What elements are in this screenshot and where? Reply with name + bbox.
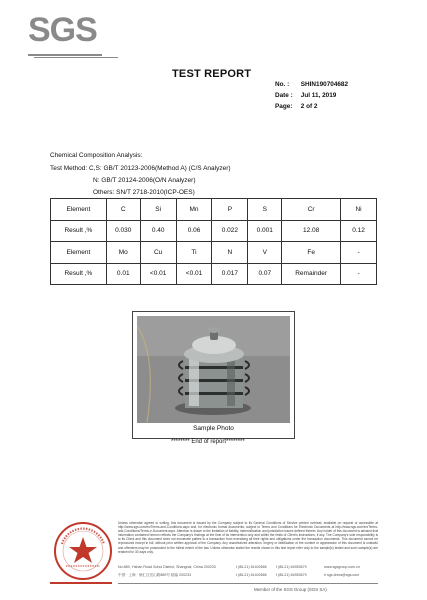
table-cell: 0.030: [106, 220, 140, 242]
report-page-label: Page:: [275, 103, 293, 110]
table-cell: Ni: [341, 199, 377, 221]
sample-photo: [137, 316, 290, 423]
end-of-report: ******** End of report********: [171, 439, 245, 445]
table-cell: N: [212, 242, 248, 264]
table-cell: 0.07: [248, 263, 282, 285]
report-title: TEST REPORT: [172, 68, 252, 80]
table-cell: Mn: [176, 199, 212, 221]
logo-underline: [28, 54, 102, 56]
table-cell: 0.001: [248, 220, 282, 242]
sgs-logo-text: SGS: [28, 11, 97, 49]
logo-underline-2: [34, 57, 118, 58]
table-cell: S: [248, 199, 282, 221]
table-cell: 0.40: [140, 220, 176, 242]
footer-fax-en: f (86-21) 64953679: [276, 565, 307, 569]
footer-address-cn-row: [118, 573, 388, 578]
footer-web: www.sgsgroup.com.cn: [324, 565, 360, 569]
table-cell: 12.08: [282, 220, 341, 242]
sgs-logo: [28, 10, 114, 54]
footer-address-en-row: [118, 565, 388, 569]
table-cell: Remainder: [282, 263, 341, 285]
report-page: 2 of 2: [300, 103, 318, 110]
report-date-row: [275, 92, 336, 99]
table-cell: <0.01: [140, 263, 176, 285]
legal-disclaimer: Unless otherwise agreed in writing, this document is issued by the Company subject to its General Conditions of Service printed overleaf, available on request or accessible at http://www.sgs.com/en/Terms-and-Conditions.aspx and, for electronic format documents, subject to Terms and Conditions for Electronic Documents at http://www.sgs.com/en/Terms-and-Conditions/Terms-e-Document.aspx. Attention is drawn to the limitation of liability, indemnification and jurisdiction issues defined therein. Any holder of this document is advised that information contained hereon reflects the Company's findings at the time of its intervention only and within the limits of Client's instructions, if any. The Company's sole responsibility is to its Client and this document does not exonerate parties to a transaction from exercising all their rights and obligations under the transaction documents. This document cannot be reproduced except in full, without prior written approval of the Company. Any unauthorized alteration, forgery or falsification of the content or appearance of this document is unlawful and offenders may be prosecuted to the fullest extent of the law. Unless otherwise stated the results shown in this test report refer only to the sample(s) tested and such sample(s) are retained for 30 days only.: [118, 521, 378, 554]
footer-fax-cn: f (86-21) 64953679: [276, 573, 307, 577]
row-label-cell: Element: [51, 199, 107, 221]
table-cell: 0.01: [106, 263, 140, 285]
table-cell: Fe: [282, 242, 341, 264]
table-cell: Cu: [140, 242, 176, 264]
red-stamp-icon: [52, 520, 114, 582]
report-number-row: [275, 81, 348, 88]
table-cell: P: [212, 199, 248, 221]
table-cell: -: [341, 263, 377, 285]
test-method-line-3: Others: SN/T 2718-2010(ICP-OES): [93, 189, 195, 196]
footer-divider: [118, 583, 378, 584]
table-cell: Cr: [282, 199, 341, 221]
seal-underline: [50, 582, 112, 584]
report-number-label: No. :: [275, 81, 290, 88]
table-cell: Ti: [176, 242, 212, 264]
sample-photo-box: [132, 311, 295, 439]
composition-table: [50, 198, 377, 285]
report-date: Jul 11, 2019: [300, 92, 337, 99]
sgs-member-note: Member of the SGS Group (SGS SA): [254, 587, 327, 592]
sample-photo-caption: Sample Photo: [193, 425, 234, 432]
table-row: [51, 199, 377, 221]
analysis-heading: Chemical Composition Analysis:: [50, 152, 143, 159]
test-method-line-2: N: GB/T 20124-2006(O/N Analyzer): [93, 177, 196, 184]
table-cell: <0.01: [176, 263, 212, 285]
footer-email: e sgs.china@sgs.com: [324, 573, 360, 577]
test-method-line-1: Test Method: C,S: GB/T 20123-2006(Method A) (C/S Analyzer): [50, 165, 231, 172]
table-cell: 0.017: [212, 263, 248, 285]
steamer-pot-image: [137, 316, 290, 423]
report-page-row: [275, 103, 317, 110]
footer-address-cn: 中国 · 上海 · 徐汇区宜山路889号 邮编 200233: [118, 573, 192, 577]
table-cell: V: [248, 242, 282, 264]
row-label-cell: Element: [51, 242, 107, 264]
row-label-cell: Result ,%: [51, 220, 107, 242]
table-row: [51, 263, 377, 285]
report-number: SHIN190704682: [300, 81, 349, 88]
footer-phone-en: t (86-21) 61402666: [236, 565, 267, 569]
row-label-cell: Result ,%: [51, 263, 107, 285]
footer-address-en: No.889, Yishan Road Xuhui District, Shanghai, China 200233: [118, 565, 216, 569]
table-cell: -: [341, 242, 377, 264]
table-row: [51, 242, 377, 264]
table-cell: C: [106, 199, 140, 221]
table-cell: Mo: [106, 242, 140, 264]
table-row: [51, 220, 377, 242]
footer-phone-cn: t (86-21) 61402666: [236, 573, 267, 577]
report-date-label: Date :: [275, 92, 293, 99]
company-seal: [52, 520, 114, 582]
table-cell: 0.12: [341, 220, 377, 242]
table-cell: 0.06: [176, 220, 212, 242]
table-cell: Si: [140, 199, 176, 221]
table-cell: 0.022: [212, 220, 248, 242]
